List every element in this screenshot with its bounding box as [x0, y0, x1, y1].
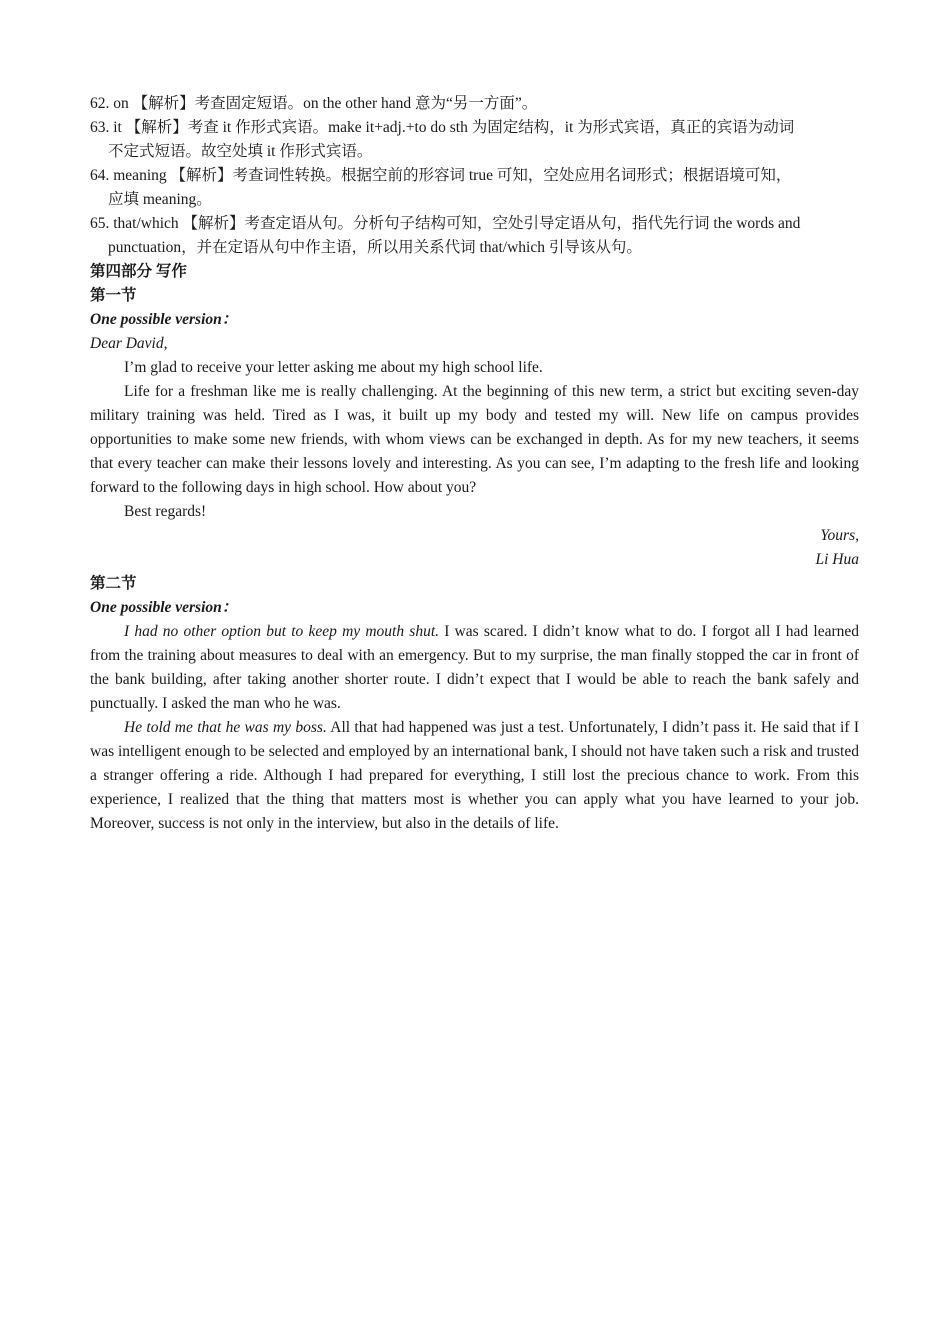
answer-63-line-2: 不定式短语。故空处填 it 作形式宾语。: [108, 143, 373, 160]
answer-64-line-2: 应填 meaning。: [108, 191, 212, 208]
section1-title: 第一节: [90, 287, 137, 304]
story-paragraph-2-body: All that had happened was just a test. Unfortunately, I didn’t pass it. He said that if I was intelligent enough to be selected and employed by an international bank, I should not have taken such a risk and trusted a stranger offering a ride. Although I had prepared for everything, I still lost the precious chance to work. From this experience, I realized that the thing that matters most is whether you can apply what you have learned to your job. Moreover, success is not only in the interview, but also in the details of life.: [90, 719, 859, 832]
section2-title: 第二节: [90, 575, 137, 592]
part4-title: 第四部分 写作: [90, 263, 187, 280]
answer-63-line-1: 63. it 【解析】考查 it 作形式宾语。make it+adj.+to do sth 为固定结构，it 为形式宾语，真正的宾语为动词: [90, 119, 795, 136]
letter-signature: Li Hua: [815, 551, 859, 568]
answer-65-line-1: 65. that/which 【解析】考查定语从句。分析句子结构可知，空处引导定语从句，指代先行词 the words and: [90, 215, 801, 232]
answer-62: [90, 92, 859, 116]
letter-paragraph-2: Life for a freshman like me is really challenging. At the beginning of this new term, a strict but exciting seven-day military training was held. Tired as I was, it built up my body and tested my will. New life on campus provides opportunities to make some new friends, with whom views can be exchanged in depth. As for my new teachers, it seems that every teacher can make their lessons lovely and interesting. As you can see, I’m adapting to the fresh life and looking forward to the following days in high school. How about you?: [90, 383, 859, 496]
answer-65: [90, 212, 859, 260]
letter-paragraph-1: I’m glad to receive your letter asking me about my high school life.: [124, 359, 543, 376]
answer-62-line-1: 62. on 【解析】考查固定短语。on the other hand 意为“另一方面”。: [90, 95, 538, 112]
answer-64: [90, 164, 859, 212]
letter-sign-off: Yours,: [820, 527, 859, 544]
story-paragraph-1-body: I was scared. I didn’t know what to do. I forgot all I had learned from the training about measures to deal with an emergency. But to my surprise, the man finally stopped the car in front of the bank building, after taking another shorter route. I didn’t expect that I would be able to reach the bank safely and punctually. I asked the man who he was.: [90, 623, 859, 712]
letter-closing: Best regards!: [124, 503, 207, 520]
story-paragraph-1: [90, 620, 859, 716]
answer-document: [90, 92, 859, 836]
section2-version-label: One possible version：: [90, 599, 238, 616]
letter-salutation: Dear David,: [90, 335, 168, 352]
answer-64-line-1: 64. meaning 【解析】考查词性转换。根据空前的形容词 true 可知，空处应用名词形式；根据语境可知，: [90, 167, 792, 184]
section1-version-label: One possible version：: [90, 311, 238, 328]
story-paragraph-2: [90, 716, 859, 836]
story-paragraph-1-lead: I had no other option but to keep my mouth shut.: [124, 623, 439, 640]
story-paragraph-2-lead: He told me that he was my boss.: [124, 719, 327, 736]
answer-63: [90, 116, 859, 164]
answer-65-line-2: punctuation，并在定语从句中作主语，所以用关系代词 that/which 引导该从句。: [108, 239, 642, 256]
